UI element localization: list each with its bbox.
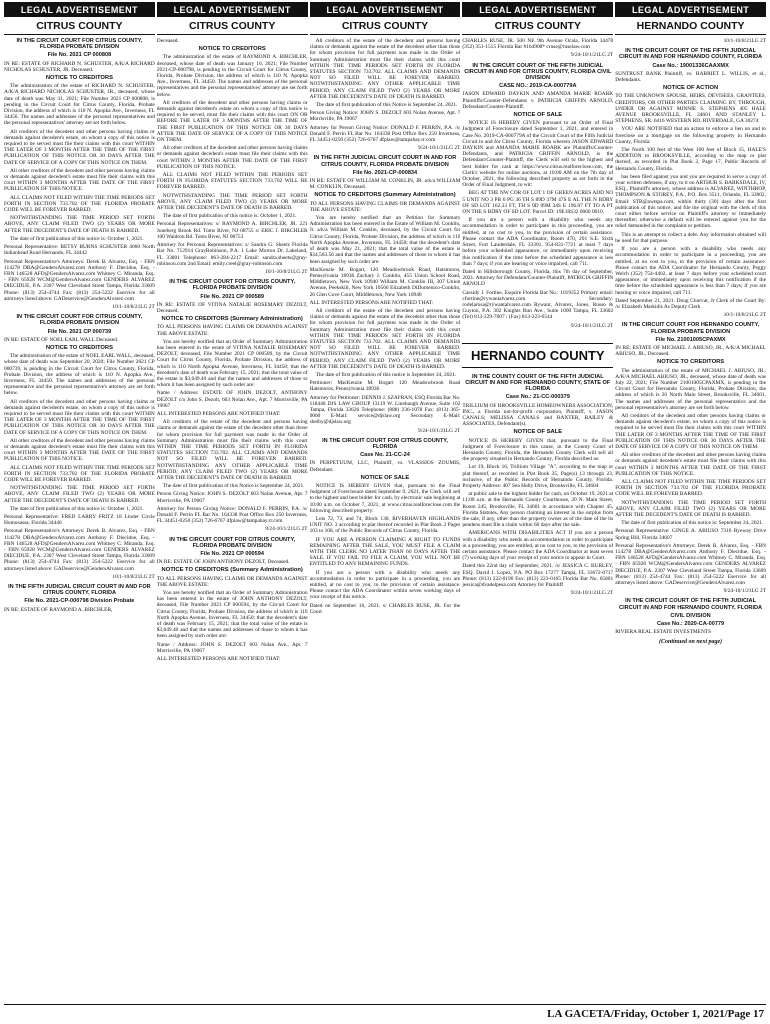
legal-notice: [310, 155, 461, 433]
notice-paragraph: IN RE: ESTATE OF NOEL EARL WALL Deceased.: [4, 336, 119, 343]
legal-notice: [157, 38, 308, 275]
section-header: LEGAL ADVERTISEMENT: [310, 2, 461, 17]
notice-paragraph: All other creditors of the decedent and other persons having claims or demands against decedent's estate must file their claims with this court WITHIN 3 MONTHS AFTER THE DATE OF THE FIRST PUBLICATION OF THIS NOTICE.: [615, 452, 766, 477]
notice-paragraph: The date of first publication of this notice is September 24, 2021.: [315, 371, 457, 378]
notice-heading: NOTICE TO CREDITORS (Summary Administration): [314, 192, 456, 199]
notice-paragraph: This is an attempt to collect a debt. Any information obtained will be used for that purpose.: [615, 231, 766, 244]
continued-note: (Continued on next page): [658, 639, 723, 646]
legal-notice: [4, 314, 155, 580]
section-header: LEGAL ADVERTISEMENT: [4, 2, 155, 17]
notice-paragraph: RIVIERA REAL ESTATE INVESTMENTS: [615, 629, 712, 636]
legal-notice: [4, 584, 155, 613]
legal-notice: [310, 38, 461, 151]
notice-paragraph: Name / Address: ESTATE OF JOHN DEZOLT, ANTHONY DEZOLT c/o John S. Dezolt, 603 Nolan Ave., Apt. 7 Morrisville, PA 19067: [156, 390, 308, 409]
notice-paragraph: Deceased.: [156, 38, 179, 44]
legal-notice: [4, 38, 155, 310]
notice-paragraph: Personal Representative: BETSY BURNS SCHUSTER 4060 North Indianhead Road Hernando, FL 34442: [4, 244, 155, 257]
publication-dates: 9/24-10/1/21LG 2T: [570, 52, 614, 59]
notice-paragraph: Personal Representative: FRED LARRY FRITZ 18 Linder Circle Homosassa, Florida 34446: [4, 514, 155, 527]
court-caption: IN THE CIRCUIT COURT FOR CITRUS COUNTY, FLORIDA PROBATE DIVISION: [16, 38, 143, 51]
notice-paragraph: IN RE: ESTATE OF WILLIAM M. CONKLIN, JR. a/k/a WILLIAM M. CONKLIN, Deceased.: [309, 178, 461, 191]
court-caption: IN THE CIRCUIT COURT FOR HERNANDO COUNTY, FLORIDA PROBATE DIVISION: [621, 322, 760, 335]
court-caption: File No. 2021 CP 000589: [200, 293, 265, 300]
notice-heading: NOTICE TO CREDITORS: [45, 344, 113, 351]
court-caption: IN THE CIRCUIT COURT OF THE FIFTH JUDICIAL CIRCUIT IN AND FOR HERNANDO COUNTY, FLORIDA: [619, 48, 763, 61]
notice-paragraph: The date of first publication of this notice is: October 1, 2021.: [10, 505, 144, 512]
notice-paragraph: at public sale to the highest bidder for cash, on October 19, 2021 at 11:00 a.m. at the Hernando County Courthouse, 20 N. Main Street, Room 245, Brooksville, FL 34601 in accordance with Chapter 45, Florida Statutes. Any person claiming an interest in the surplus from the sale, if any, other than the property owner as of the date of the lis pendens must file a claim within 60 days after the sale.: [462, 491, 614, 529]
notice-paragraph: ALL INTERESTED PERSONS ARE NOTIFIED THAT:: [156, 656, 281, 663]
notice-paragraph: You are hereby notified that an Order of Summary Administration has been entered in the estate of VITINA NATALIE ROSEMARY DEZOLT, deceased, File Number 2021 CP 000589, by the Circuit Court for Citrus County, Florida, Probate Division, the address of which is 110 North Apopka Avenue, Inverness, FL 34450; that the decedent's date of death was February 15, 2021; that the total value of the estate is $3,649.40 and that the names and addresses of those to whom it has been assigned by such order are:: [156, 338, 308, 389]
legal-notice: [157, 279, 308, 533]
column-3: [310, 2, 461, 1000]
notice-paragraph: Person Giving Notice: JOHN S. DEZOLT 603 Nolan Avenue, Apt. 7 Morrisville, PA 19067: [156, 491, 308, 504]
notice-paragraph: All creditors of the decedent and other persons having claims or demands against decedent's estate, on whom a copy of this notice is required to be served must file their claims with this court WITHIN THE LATER OF 3 MONTHS AFTER THE TIME OF THE FIRST PUBLICATION OF THIS NOTICE OR 30 DAYS AFTER THE DATE OF SERVICE OF A COPY OF THIS NOTICE ON THEM.: [4, 398, 155, 436]
legal-notice: [615, 38, 766, 44]
county-heading-large: HERNANDO COUNTY: [462, 343, 613, 368]
notice-paragraph: Dated this 22nd day of September, 2021. /s/ JESSICA C. BURLEY, ESQ. David J. Lopez, P.A. PO Box 17277 Tampa, FL 33672-0717 Phone: (813) 222-0190 Fax: (813) 223-0165 Florida Bar No. 65801 jessica@dvadelpesa.com Attorney for Plaintiff: [462, 563, 614, 589]
court-caption: IN THE CIRCUIT COURT FOR CITRUS COUNTY, FLORIDA PROBATE DIVISION: [16, 314, 143, 327]
columns: [4, 2, 766, 1000]
notice-paragraph: The administration of the estate of MICHAEL J. ABIUSO, JR., A/K/A MICHAEL ABIUSO, JR., deceased, whose date of death was July 22, 2021; File Number 21001005CPAXMX, is pending in the Circuit Court for Hernando County, Florida, Probate Division, the address of which is 20 North Main Street, Brooksville, FL 34601. The names and addresses of the personal representative and the personal representative's attorney are set forth below.: [615, 367, 766, 411]
notice-paragraph: The administration of the estate of RICHARD N. SCHUSTER, A/K/A RICHARD NICHOLAS SCHUSTER, JR., deceased, whose date of death was May 31, 2021; File Number 2021 CP 000808, is pending in the Circuit Court for Citrus County, Florida, Probate Division, the address of which is 110 N. Apopka Ave., Inverness, FL 34450. The names and addresses of the personal representatives and the personal representatives' attorney are set forth below.: [4, 83, 155, 127]
notice-heading: NOTICE TO CREDITORS (Summary Administration): [161, 567, 303, 574]
notice-heading: NOTICE OF ACTION: [662, 85, 719, 92]
notice-paragraph: Personal Representative's Attorneys: Derek B. Alvarez, Esq. - FBN 114278 DBA@GendersAlvarez.com Anthony F. Diecidue, Esq. - FBN 146528 AFD@GendersAlvarez.com Whitney C. Miranda, Esq. - FBN 65928 WCM@GendersAlvarez.com GENDERS ALVAREZ DIECIDUE, P.A. 2307 West Cleveland Street Tampa, Florida 33609 Phone: (813) 254-4744 Fax: (813) 254-5222 Eservice for all attorneys listed above: GADeservice@GendersAlvarez.com: [4, 258, 155, 302]
court-caption: IN THE CIRCUIT COURT FOR CITRUS COUNTY, FLORIDA: [322, 437, 448, 450]
court-caption: File No. 2021 CP 000739: [47, 328, 112, 335]
notice-paragraph: ALL CLAIMS NOT FILED WITHIN THE TIME PERIODS SET FORTH IN SECTION 733.702 OF THE FLORIDA PROBATE CODE WILL BE FOREVER BARRED.: [4, 464, 155, 483]
court-caption: File No. 2021-CP-000798 Division Probate: [24, 598, 135, 605]
notice-paragraph: NOTWITHSTANDING THE TIME PERIOD SET FORTH ABOVE, ANY CLAIM FILED TWO (2) YEARS OR MORE AFTER THE DECEDENT'S DATE OF DEATH IS BARRED.: [4, 485, 155, 504]
notice-paragraph: If you are a person with a disability who needs any accommodation in order to participate in a proceeding, you are entitled, at no cost to you, to the provision of certain assistance. Please contact the ADA Coordinator within seven working days of your receipt of this notice.: [309, 569, 461, 601]
notice-paragraph: All creditors of the estate of the decedent and persons having claims or demands against the estate of the decedent other than those for whom provision for full payment was made in the Order of Summary Administration must file their claims with this court WITHIN THE TIME PERIODS SET FORTH IN FLORIDA STATUTES SECTION 733.702. ALL CLAIMS AND DEMANDS NOT SO FILED WILL BE FOREVER BARRED. NOTWITHSTANDING ANY OTHER APPLICABLE TIME PERIOD, ANY CLAIM FILED TWO (2) YEARS OR MORE AFTER THE DECEDENT'S DATE OF DEATH IS BARRED.: [309, 38, 461, 100]
column-4: [462, 2, 613, 1000]
notice-heading: NOTICE OF SALE: [513, 429, 563, 436]
county-heading: CITRUS COUNTY: [462, 17, 613, 35]
court-caption: Case No. 21-CC-24: [360, 452, 410, 459]
notice-paragraph: IN RE: ESTATE OF JOHN ANTHONY DEZOLT, Deceased.: [156, 559, 290, 566]
notice-paragraph: has been filed against you and you are required to serve a copy of your written defenses, if any, to it on ARTHUR S. BARKSDALE, IV, ESQ., Plaintiff's attorney, whose address is ALVAREZ, WINTHROP, THOMPSON & STOREY, P.A., P.O. Box 3511, Orlando, FL 32802, Email: STB@awtspa.com, within thirty (30) days after the first publication of this notice, and file the original with the clerk of this court either before service on Plaintiff's attorney or immediately thereafter; otherwise a default will be entered against you for the relief demanded in the complaint or petition.: [615, 173, 766, 230]
notice-paragraph: All creditors of the estate of the decedent and persons having claims or demands against the estate of the decedent other than those for whom provision for full payment was made in the Order of Summary Administration must file their claims with this court WITHIN THE TIME PERIODS SET FORTH IN FLORIDA STATUTES SECTION 733.702. ALL CLAIMS AND DEMANDS NOT SO FILED WILL BE FOREVER BARRED. NOTWITHSTANDING ANY OTHER APPLICABLE TIME PERIOD, ANY CLAIM FILED TWO (2) YEARS OR MORE AFTER THE DECEDENT'S DATE OF DEATH IS BARRED.: [156, 419, 308, 481]
publication-dates: 10/1-10/8/21LG 2T: [112, 573, 155, 580]
court-caption: IN THE COUNTY COURT OF THE FIFTH JUDICIAL CIRCUIT IN AND FOR HERNANDO COUNTY, STATE OF FLORIDA: [465, 373, 611, 393]
notice-heading: NOTICE OF SALE: [513, 112, 563, 119]
notice-paragraph: Attorney for Person Giving Notice: DONALD F. PERRIN, P.A. /s/ Donald F. Perrin FL Bar No. 164338 Post Office Box 250 Inverness, FL 34451-0250 (352) 726-6767 dfplaw@tampabay.rr.com: [309, 124, 461, 144]
court-caption: File No. 21001005CPAXMX: [655, 336, 726, 343]
notice-paragraph: NOTICE IS HEREBY GIVEN that, pursuant to the Final Judgment of Foreclosure dated September 9, 2021, the Clerk will sell to the highest and best bidder for cash, by electronic sale beginning at 10:00 a.m. on October 7, 2021, at www.citrus.realforeclose.com the following described property:: [309, 483, 461, 514]
notice-paragraph: IF YOU ARE A PERSON CLAIMING A RIGHT TO FUNDS REMAINING AFTER THE SALE, YOU MUST FILE A CLAIM WITH THE CLERK NO LATER THAN 60 DAYS AFTER THE SALE. IF YOU FAIL TO FILE A CLAIM, YOU WILL NOT BE ENTITLED TO ANY REMAINING FUNDS.: [309, 536, 461, 568]
legal-notice: [310, 438, 461, 615]
publication-dates: 9/24-10/1/21LG 2T: [265, 526, 308, 533]
court-caption: File No. 2021 CP 000808: [47, 52, 112, 59]
column-5: [615, 2, 766, 1000]
notice-paragraph: All creditors of the decedent and other persons having claims or demands against decedent's estate, on whom a copy of this notice is required to be served must file their claims with this court WITHIN THE LATER OF 3 MONTHS AFTER THE TIME OF THE FIRST PUBLICATION OF THIS NOTICE OR 30 DAYS AFTER THE DATE OF SERVICE OF A COPY OF THIS NOTICE ON THEM.: [4, 128, 155, 166]
legal-notice: [615, 322, 766, 594]
notice-paragraph: You are hereby notified that an Petition for Summary Administration has been entered in the Estate of William M. Conklin, Jr. a/k/a William M. Conklin, deceased, by the Circuit Court for Citrus County, Florida, Probate Division, the address of which is 110 North Apopka Avenue, Inverness, FL 34450; that the decedent's date of death was May 21, 2021; that the total value of the estate is $34,563.56 and that the names and addresses of those to whom it has been assigned by such order are:: [309, 215, 461, 265]
publication-dates: 10/1-10/8/21LG 2T: [112, 303, 155, 310]
notice-paragraph: IN RE: ESTATE OF RAYMOND A. BIRCHLER,: [4, 606, 113, 613]
notice-paragraph: NOTWITHSTANDING THE TIME PERIOD SET FORTH ABOVE, ANY CLAIM FILED TWO (2) YEARS OR MORE AFTER THE DECEDENT'S DATE OF DEATH IS BARRED.: [615, 499, 766, 519]
notice-paragraph: Dated September 21, 2021. Doug Chorvat, Jr Clerk of the Court By: /s/ Elizabeth Markidis As Deputy Clerk: [615, 297, 766, 310]
court-caption: CIVIL DIVISION: [670, 612, 711, 619]
notice-paragraph: TO ALL PERSONS HAVING CLAIMS OR DEMANDS AGAINST THE ABOVE ESTATE:: [156, 575, 308, 588]
notice-paragraph: Cassidy J. Fortine, Esquire Florida Bar No.: 1019352 Primary email: cfortine@rywantalvarez.com Secondary: rodelarosa@rywantalvarez.com Rywant, Alvarez, Jones, Russo & Guyton, P.A. 302 Knights Run Ave., Suite 1000 Tampa, FL 33602 (Tel) 813-229-7007 / (Fax) 813-223-6544: [462, 289, 614, 321]
notice-paragraph: Petitioner: MacKenzie M. Bogart 120 Meadowbrook Road Hatsmoros, Pennsylvania 18936: [309, 380, 461, 393]
page-footer: [547, 1008, 764, 1020]
notice-paragraph: IN RE: ESTATE OF VITINA NATALIE ROSEMARY DEZOLT, Deceased.: [156, 301, 308, 314]
court-caption: File No. 2021 CP 000594: [200, 551, 265, 558]
court-caption: IN THE FIFTH JUDICIAL CIRCUIT COURT IN AND FOR CITRUS COUNTY, FLORIDA: [8, 584, 151, 597]
publication-dates: 9/24-10/1/21LG 2T: [418, 427, 461, 434]
publication-dates: 9/24-10/1/21LG 2T: [418, 145, 461, 152]
publication-dates: 10/1-10/8/21LG 2T: [723, 38, 766, 44]
court-caption: File No. 2021-CP-000834: [352, 169, 418, 176]
county-heading: CITRUS COUNTY: [4, 17, 155, 35]
court-caption: Case No.: 2020-CA-00779: [657, 621, 725, 628]
section-header: LEGAL ADVERTISEMENT: [462, 2, 613, 17]
notice-paragraph: Lots 72, 73, and 74, Block 130, RIVERHAVEN HIGHLANDS UNIT NO. 3 according to plat thereof recorded in Plat Book 2 Pages 103 to 108, of the Public Records of Citrus County, Florida.: [309, 516, 461, 535]
notice-paragraph: NOTICE IS HEREBY GIVEN that, pursuant to the Final Judgment of Foreclosure in this cause, in the County Court of Hernando County, Florida, the Hernando County Clerk will sell all the property situated in Hernando County, Florida described as:: [462, 437, 614, 463]
notice-paragraph: All other creditors of the decedent and other persons having claims or demands against decedent's estate must file their claims with this court WITHIN 3 MONTHS AFTER THE DATE OF THE FIRST PUBLICATION OF THIS NOTICE.: [4, 167, 155, 193]
notice-paragraph: SUNTRUST BANK Plaintiff, vs. HARRIET L. WILLIS, et al., Defendants.: [615, 70, 766, 84]
notice-paragraph: Personal Representatives: s/ RAYMOND A. BIRCHLER, JR. 221 Juneberg Brook Rd. Toms River, NJ 08755 s/ ERIC J. BIRCHLER 100 Waldron Rd. Toms River, NJ 08753: [156, 221, 308, 240]
notice-heading: NOTICE TO CREDITORS: [45, 75, 113, 82]
legal-notice: [462, 38, 613, 59]
section-header: LEGAL ADVERTISEMENT: [157, 2, 308, 17]
notice-paragraph: The administration of the estate of RAYMOND A. BIRCHLER, deceased, whose date of death was January 16, 2021; File Number 2021-CP-000798, is pending in the Circuit Court for Citrus County, Florida, Probate Division, the address of which is 110 N. Apopka Ave., Inverness, FL 34450. The names and addresses of the personal representatives and the personal representatives' attorney are set forth below.: [156, 54, 308, 98]
court-caption: IN THE CIRCUIT COURT OF THE FIFTH JUDICIAL CIRCUIT IN AND FOR HERNANDO COUNTY, FLORIDA: [619, 598, 763, 611]
court-caption: IN THE FIFTH JUDICIAL CIRCUIT COURT IN AND FOR CITRUS COUNTY, FLORIDA PROBATE DIVISION: [313, 155, 457, 168]
notice-paragraph: Person Giving Notice: JOHN S. DEZOLT 603 Nolan Avenue, Apt. 7 Morrisville, PA 19067: [309, 110, 461, 123]
notice-paragraph: BEG AT THE NW COR OF LOT 1 OF GREEN ACRES ADD NO 5 UNIT NO 3 PB 6 PG 36 TH S 89D 37M 47S E AL THE N BDRY OF SD LOT 162.33 FT, TH S 0D 09M 34S E 196.07 FT TO A PT ON THE S BDRY OF SD LOT. Parcel ID: 19E18S32 0060 0010.: [462, 190, 614, 216]
notice-paragraph: CHARLES RUSE, JR. 500 NE 9th Avenue Ocala, Florida 34470 (352) 351-1515 Florida Bar #164908* cruse@ruselaw.com: [462, 38, 614, 51]
court-caption: IN THE CIRCUIT COURT OF THE FIFTH JUDICIAL CIRCUIT IN AND FOR CITRUS COUNTY, FLORIDA CIVIL DIVISION: [464, 62, 612, 82]
notice-heading: NOTICE TO CREDITORS: [198, 46, 266, 53]
notice-paragraph: YOU ARE NOTIFIED that an action to enforce a lien on and to foreclose on a mortgage on the following property in Hernando County, Florida:: [615, 126, 766, 145]
notice-paragraph: If you are a person with a disability who needs any accommodation in order to participate in this proceeding, you are entitled, at no cost to you, to the provision of certain assistance. Please contact the ADA Coordinator, Room 470, 201 S.E. Sixth Street, Fort Lauderdale, FL 33301, 954-831-7721 at least 7 days before your scheduled appearance, or immediately upon receiving this notification if the time before the scheduled appearance is less than 7 days; if you are hearing or voice impaired, call 711.: [462, 217, 614, 267]
notice-paragraph: NOTICE IS HEREBY GIVEN pursuant to an Order of Final Judgment of Foreclosure dated September 1, 2021, and entered in Case No. 2019-CA-000779A of the Circuit Court of the Fifth Judicial Circuit in and for Citrus County, Florida wherein JASON EDWARD DAYKIN and AMANDA MARIE ROARK are Plaintiffs/Counter-Defendants, and PATRICIA GRIFFIN ARNOLD, is the Defendant/Counter-Plaintiff, the Clerk will sell to the highest and best bidder for cash at https://www.citrus.realforeclose.com, the Clerk's website for online auctions, at 10:00 AM on the 7th day of October, 2021, the following described property as set forth in the Order of Final Judgment, to wit:: [462, 120, 614, 189]
notice-paragraph: ALL CLAIMS NOT FILED WITHIN THE PERIODS SET FORTH IN FLORIDA STATUTES SECTION 733.702 WILL BE FOREVER BARRED.: [156, 172, 308, 191]
notice-heading: NOTICE TO CREDITORS (Summary Administration): [161, 316, 303, 323]
county-heading: CITRUS COUNTY: [310, 17, 461, 35]
section-header: LEGAL ADVERTISEMENT: [615, 2, 766, 17]
notice-paragraph: All creditors of the estate of the decedent and persons having claims or demands against the estate of the decedent other than those for whom provision for full payment was made in the Order of Summary Administration must file their claims with this court WITHIN THE TIME PERIODS SET FORTH IN FLORIDA STATUTES SECTION 733.702. ALL CLAIMS AND DEMANDS NOT SO FILED WILL BE FOREVER BARRED. NOTWITHSTANDING ANY OTHER APPLICABLE TIME PERIOD, ANY CLAIM FILED TWO (2) YEARS OR MORE AFTER THE DECEDENT'S DATE OF DEATH IS BARRED.: [309, 307, 461, 370]
notice-paragraph: The date of first publication of this notice is: October 1, 2021.: [10, 235, 144, 242]
notice-paragraph: The date of first publication of this notice is: October 1, 2021.: [162, 213, 297, 220]
notice-paragraph: Personal Representative's Attorneys: Derek B. Alvarez, Esq. - FBN 114278 DBA@GendersAlvarez.com Anthony F. Diecidue, Esq. - FBN 146528 AFD@GendersAlvarez.com Whitney C. Miranda, Esq. - FBN 65928 WCM@GendersAlvarez.com GENDERS ALVAREZ DIECIDUE, P.A. 2307 West Cleveland Street Tampa, Florida 33609 Phone: (813) 254-4744 Fax: (813) 254-5222 Eservice for all attorneys listed above: GADeservice@GendersAlvarez.com: [4, 528, 155, 572]
notice-paragraph: You are hereby notified that an Order of Summary Administration has been entered in the estate of JOHN ANTHONY DEZOLT, deceased, File Number 2021 CP 000594, by the Circuit Court for Citrus County, Florida, Probate Division, the address of which is 110 North Apopka Avenue, Inverness, FL 34450; that the decedent's date of death was February 15, 2021; that the total value of the estate is $3,649.40 and that the names and addresses of those to whom it has been assigned by such order are:: [156, 590, 308, 640]
notice-paragraph: The administration of the estate of NOEL EARL WALL, deceased, whose date of death was September 20, 2020; File Number 2021 CP 000739, is pending in the Circuit Court for Citrus County, Florida, Probate Division, the address of which is 110 N. Apopka Ave., Inverness, FL 34450. The names and addresses of the personal representative and the personal representative's attorney are set forth below.: [4, 353, 155, 397]
notice-paragraph: If you are a person with a disability who needs any accommodation in order to participate in a proceeding, you are entitled, at no cost to you, to the provision of certain assistance. Please contact the ADA Coordinator for Hernando County, Peggy Welch (352) 754-4402, at least 7 days before your scheduled court appearance, or immediately upon receiving this notification if the time before the scheduled appearance is less than 7 days; if you are hearing or voice impaired, call 711.: [615, 246, 766, 296]
court-caption: Case No.: 19001336CAAXMX: [652, 62, 729, 69]
notice-paragraph: Dated in Hillsborough County, Florida, this 7th day of September, 2021. Attorney for Defendant/Counter-Plaintiff, PATRICIA GRIFFIN ARNOLD: [462, 268, 614, 288]
notice-paragraph: Name / Address: JOHN S. DEZOLT 603 Nolan Ave., Apt. 7 Morrisville, PA 19067: [156, 641, 308, 654]
notice-paragraph: Lot 19, Block 16, Trillium Village "A", according to the map or plat thereof, as recorded in Plat Book 35, Page(s) 13 through 23, inclusive, of the Public Records of Hernando County, Florida. Property Address: 407 Sea Holly Drive, Brooksville, FL 34604: [462, 464, 614, 489]
notice-paragraph: MacKenzie M. Bogart, 120 Meadowbrook Road, Hatsmoros, Pennsylvania 18936 Zachary J. Conklin, 455 Union School Road, Middletown, New York 10940 William M. Conklin III, 307 Union Avenue, Peekskill, New York 10566 Elizabeth DiDomenico-Conklin, 26 Glen Cove Court, Middletown, New York 10940: [309, 266, 461, 298]
notice-paragraph: ALL CLAIMS NOT FILED WITHIN THE TIME PERIODS SET FORTH IN SECTION 733.702 OF THE FLORIDA PROBATE CODE WILL BE FOREVER BARRED.: [615, 479, 766, 498]
notice-paragraph: All creditors of the decedent and other persons having claims or demands against decedent's estate, on whom a copy of this notice is required to be served must file their claims with this court WITHIN THE LATER OF 3 MONTHS AFTER THE TIME OF THE FIRST PUBLICATION OF THIS NOTICE OR 30 DAYS AFTER THE DATE OF SERVICE OF A COPY OF THIS NOTICE ON THEM.: [615, 412, 766, 450]
publication-dates: 9/24-10/1/21LG 2T: [570, 322, 614, 329]
notice-paragraph: Attorney for Personal Representatives: s/ Sandra G. Sheets Florida Bar No. 712914 GrayRobinson, P.A. 1 Lake Morton Dr. Lakeland, FL 33801 Telephone: 863-284-2217 Email: sandra.sheets@gray-robinson.com 2nd Email: emily.creel@gray-robinson.com: [156, 242, 308, 267]
notice-paragraph: Attorney for Petitioner: DENNIS J. SZAFRAN, ESQ Florida Bar No. 118448 DJS LAW GROUP 13119 W. Linebaugh Avenue, Suite 102 Tampa, Florida 33626 Telephone: (888) 236-1078 Fax: (813) 365-0060 E-Mail: service@djslaw.org Secondary E-Mail: shelby@djslaw.org: [309, 394, 461, 426]
notice-paragraph: The date of first publication of this Notice is September 24, 2021.: [162, 483, 305, 490]
publication-dates: 10/1-10/8/21LG 2T: [723, 312, 766, 319]
court-caption: Case No.: 21-CC-000379: [505, 394, 570, 401]
notice-paragraph: Dated on September 16, 2021. s/ CHARLES RUSE, JR. For the Court: [309, 602, 461, 615]
notice-paragraph: NOTWITHSTANDING THE TIME PERIOD SET FORTH ABOVE, ANY CLAIM FILED TWO (2) YEARS OR MORE AFTER THE DECEDENT'S DATE OF DEATH IS BARRED.: [156, 192, 308, 212]
court-caption: CASE NO.: 2019-CA-000779A: [499, 83, 577, 90]
publication-dates: 9/24-10/1/21LG 2T: [723, 588, 766, 595]
column-2: [157, 2, 308, 1000]
notice-paragraph: All other creditors of the decedent and other persons having claims or demands against decedent's estate must file their claims with this court WITHIN 3 MONTHS AFTER THE DATE OF THE FIRST PUBLICATION OF THIS NOTICE.: [4, 437, 155, 463]
notice-paragraph: The North 100 feet of the West 100 feet of Block 15, HALE'S ADDITION to BROOKSVILLE, according to the map or plat thereof, as recorded in Plat Book 2, Page 17, Public Records of Hernando County, Florida.: [615, 147, 766, 172]
court-caption: IN THE CIRCUIT COURT FOR CITRUS COUNTY, FLORIDA PROBATE DIVISION: [169, 536, 296, 549]
county-heading: CITRUS COUNTY: [157, 17, 308, 35]
column-1: [4, 2, 155, 1000]
legal-notice: [462, 63, 613, 329]
notice-paragraph: IN RE: ESTATE OF RICHARD N. SCHUSTER, A/K/A RICHARD NICHOLAS SCHUSTER, JR. Deceased.: [4, 60, 155, 73]
notice-paragraph: NOTWITHSTANDING THE TIME PERIOD SET FORTH ABOVE, ANY CLAIM FILED TWO (2) YEARS OR MORE AFTER THE DECEDENT'S DATE OF DEATH IS BARRED.: [4, 215, 155, 234]
notice-paragraph: TRILLIUM OF BROOKSVILLE HOMEOWNERS ASSOCIATION, INC., a Florida not-for-profit corporation, Plaintiff, v. JASON CANALS; MELISSA CANALS and BAXTER, BAILEY & ASSOCIATES, Defendant(s).: [462, 402, 614, 428]
notice-paragraph: TO ALL PERSONS HAVING CLAIMS OR DEMANDS AGAINST THE ABOVE ESTATE:: [309, 200, 461, 213]
notice-paragraph: IN RE: ESTATE OF MICHAEL J. ABIUSO, JR., A/K/A MICHAEL ABIUSO, JR., Deceased.: [615, 344, 766, 358]
notice-paragraph: JASON EDWARD DAYKIN AND AMANDA MARIE ROARK Plaintiffs/Counter-Defendants v. PATRICIA GRIFFIN ARNOLD, Defendant/Counter-Plaintiff.: [462, 91, 614, 110]
notice-heading: NOTICE TO CREDITORS: [657, 359, 725, 366]
notice-paragraph: TO ALL PERSONS HAVING CLAIMS OR DEMANDS AGAINST THE ABOVE ESTATE:: [156, 324, 308, 337]
footer-rule: [4, 1004, 766, 1005]
county-heading: HERNANDO COUNTY: [615, 17, 766, 35]
legal-notice: [462, 374, 613, 597]
notice-heading: NOTICE OF SALE: [360, 474, 410, 481]
legal-notice: [615, 48, 766, 318]
footer-paper: LA GACETA/Friday, October 1, 2021: [547, 1008, 725, 1020]
notice-paragraph: ALL INTERESTED PERSONS ARE NOTIFIED THAT:: [156, 410, 281, 417]
legal-notice: [157, 537, 308, 663]
notice-paragraph: Personal Representative: GINGE A. ABIUSO 7316 Ryeway Drive Spring Hill, Florida 34607: [615, 528, 766, 541]
notice-paragraph: All other creditors of the decedent and other persons having claims or demands against decedent's estate must file their claims with this court WITHIN 3 MONTHS AFTER THE DATE OF THE FIRST PUBLICATION OF THIS NOTICE.: [156, 145, 308, 170]
notice-paragraph: AMERICANS WITH DISABILITIES ACT If you are a person with a disability who needs an accommodation in order to participate in a proceeding, you are entitled, at no cost to you, to the provision of certain assistance. Please contact the ADA Coordinator at least seven (7) working days of your receipt of your notice to appear in Court.: [462, 530, 614, 562]
notice-paragraph: Attorney for Person Giving Notice: DONALD F. PERRIN, P.A. /s/ Donald F. Perrin FL Bar No. 164338 Post Office Box 250 Inverness, FL 34451-0250 (352) 726-6767 dfplaw@tampabay.rr.com: [156, 505, 308, 525]
notice-paragraph: Personal Representative's Attorneys: Derek B. Alvarez, Esq. - FBN 114278 DBA@GendersAlvarez.com Anthony F. Diecidue, Esq. - FBN 146528 AFD@GendersAlvarez.com Whitney C. Miranda, Esq. - FBN 65928 WCM@GendersAlvarez.com GENDERS ALVAREZ DIECIDUE, P.A. 2307 West Cleveland Street Tampa, Florida 33609 Phone: (813) 254-4744 Fax: (813) 254-5222 Eservice for all attorneys listed above: GADeservice@GendersAlvarez.com: [615, 542, 766, 587]
notice-paragraph: All creditors of the decedent and other persons having claims or demands against decedent's estate on whom a copy of this notice is required to be served, must file their claims with this court ON OR BEFORE THE LATER OF 3 MONTHS AFTER THE TIME OF THE FIRST PUBLICATION OF THIS NOTICE OR 30 DAYS AFTER THE DATE OF SERVICE OF A COPY OF THIS NOTICE ON THEM.: [156, 99, 308, 144]
notice-paragraph: The date of first publication of this notice is: September 24, 2021.: [621, 520, 764, 527]
footer-page-number: /Page 17: [724, 1008, 764, 1020]
court-caption: IN THE CIRCUIT COURT FOR CITRUS COUNTY, FLORIDA PROBATE DIVISION: [169, 279, 296, 292]
legal-notice: [615, 598, 766, 635]
notice-paragraph: TO THE UNKNOWN SPOUSE, HEIRS, DEVISEES, GRANTEES, CREDITORS, OR OTHER PARTIES CLAIMING BY, THROUGH, UNDER OR AGAINST MINNIE S. STEPHENS 405 HALE AVENUE BROOKSVILLE, FL 34601 AND STANLEY L. STEPHENS, SR. 6416 WESTERN RD. RIVERDALE, GA 30274: [615, 93, 766, 125]
notice-paragraph: IN PERPETUUM, LLC, Plaintiff, vs. VLASSIOS ZOUMIS, Defendant.: [309, 460, 461, 473]
notice-paragraph: ALL CLAIMS NOT FILED WITHIN THE TIME PERIODS SET FORTH IN SECTION 733.702 OF THE FLORIDA PROBATE CODE WILL BE FOREVER BARRED.: [4, 194, 155, 214]
publication-dates: 9/24-10/1/21LG 2T: [570, 590, 614, 597]
publication-dates: 10/1-10/8/21LG 2T: [265, 268, 308, 275]
notice-paragraph: ALL INTERESTED PERSONS ARE NOTIFIED THAT:: [309, 299, 434, 306]
notice-paragraph: The date of first publication of this Notice is September 24, 2021.: [315, 102, 458, 109]
